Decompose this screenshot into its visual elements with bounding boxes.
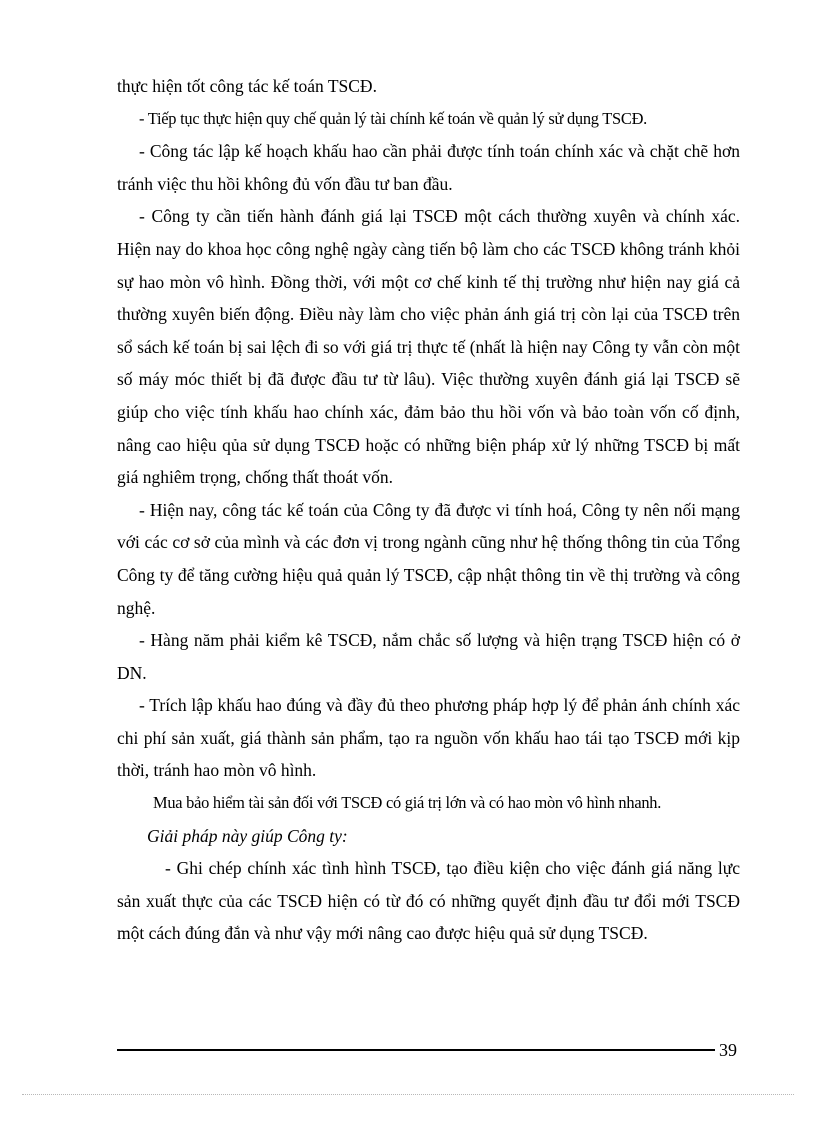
paragraph-6: - Hàng năm phải kiểm kê TSCĐ, nắm chắc số lượng và hiện trạng TSCĐ hiện có ở DN. xyxy=(117,630,740,683)
body-text xyxy=(117,70,740,950)
page-number: 39 xyxy=(719,1040,737,1060)
paragraph-2: - Tiếp tục thực hiện quy chế quản lý tài chính kế toán về quản lý sử dụng TSCĐ. xyxy=(139,108,648,128)
paragraph-10: - Ghi chép chính xác tình hình TSCĐ, tạo điều kiện cho việc đánh giá năng lực sản xuất thực của các TSCĐ hiện có từ đó có những quyết định đầu tư đổi mới TSCĐ một cách đúng đắn và như vậy mới nâng cao được hiệu quả sử dụng TSCĐ. xyxy=(117,858,740,944)
paragraph-1: thực hiện tốt công tác kế toán TSCĐ. xyxy=(117,76,377,96)
paragraph-8: Mua bảo hiểm tài sản đối với TSCĐ có giá trị lớn và có hao mòn vô hình nhanh. xyxy=(153,793,662,813)
paragraph-5: - Hiện nay, công tác kế toán của Công ty đã được vi tính hoá, Công ty nên nối mạng với các cơ sở của mình và các đơn vị trong ngành cũng như hệ thống thông tin của Tổng Công ty để tăng cường hiệu quả quản lý TSCĐ, cập nhật thông tin về thị trường và công nghệ. xyxy=(117,499,740,618)
page-bottom-border xyxy=(22,1094,794,1095)
paragraph-4: - Công ty cần tiến hành đánh giá lại TSCĐ một cách thường xuyên và chính xác. Hiện nay do khoa học công nghệ ngày càng tiến bộ làm cho các TSCĐ không tránh khỏi sự hao mòn vô hình. Đồng thời, với một cơ chế kinh tế thị trường như hiện nay giá cả thường xuyên biến động. Điều này làm cho việc phản ánh giá trị còn lại của TSCĐ trên sổ sách kế toán bị sai lệch đi so với giá trị thực tế (nhất là hiện nay Công ty vẫn còn một số máy móc thiết bị đã được đầu tư từ lâu). Việc thường xuyên đánh giá lại TSCĐ sẽ giúp cho việc tính khấu hao chính xác, đảm bảo thu hồi vốn và bảo toàn vốn cố định, nâng cao hiệu qủa sử dụng TSCĐ hoặc có những biện pháp xử lý những TSCĐ bị mất giá nghiêm trọng, chống thất thoát vốn. xyxy=(117,206,740,488)
footer-rule xyxy=(117,1049,715,1051)
paragraph-7: - Trích lập khấu hao đúng và đầy đủ theo phương pháp hợp lý để phản ánh chính xác chi phí sản xuất, giá thành sản phẩm, tạo ra nguồn vốn khấu hao tái tạo TSCĐ mới kịp thời, tránh hao mòn vô hình. xyxy=(117,695,740,781)
paragraph-3: - Công tác lập kế hoạch khấu hao cần phải được tính toán chính xác và chặt chẽ hơn tránh việc thu hồi không đủ vốn đầu tư ban đầu. xyxy=(117,141,740,194)
paragraph-9-heading: Giải pháp này giúp Công ty: xyxy=(147,825,348,846)
